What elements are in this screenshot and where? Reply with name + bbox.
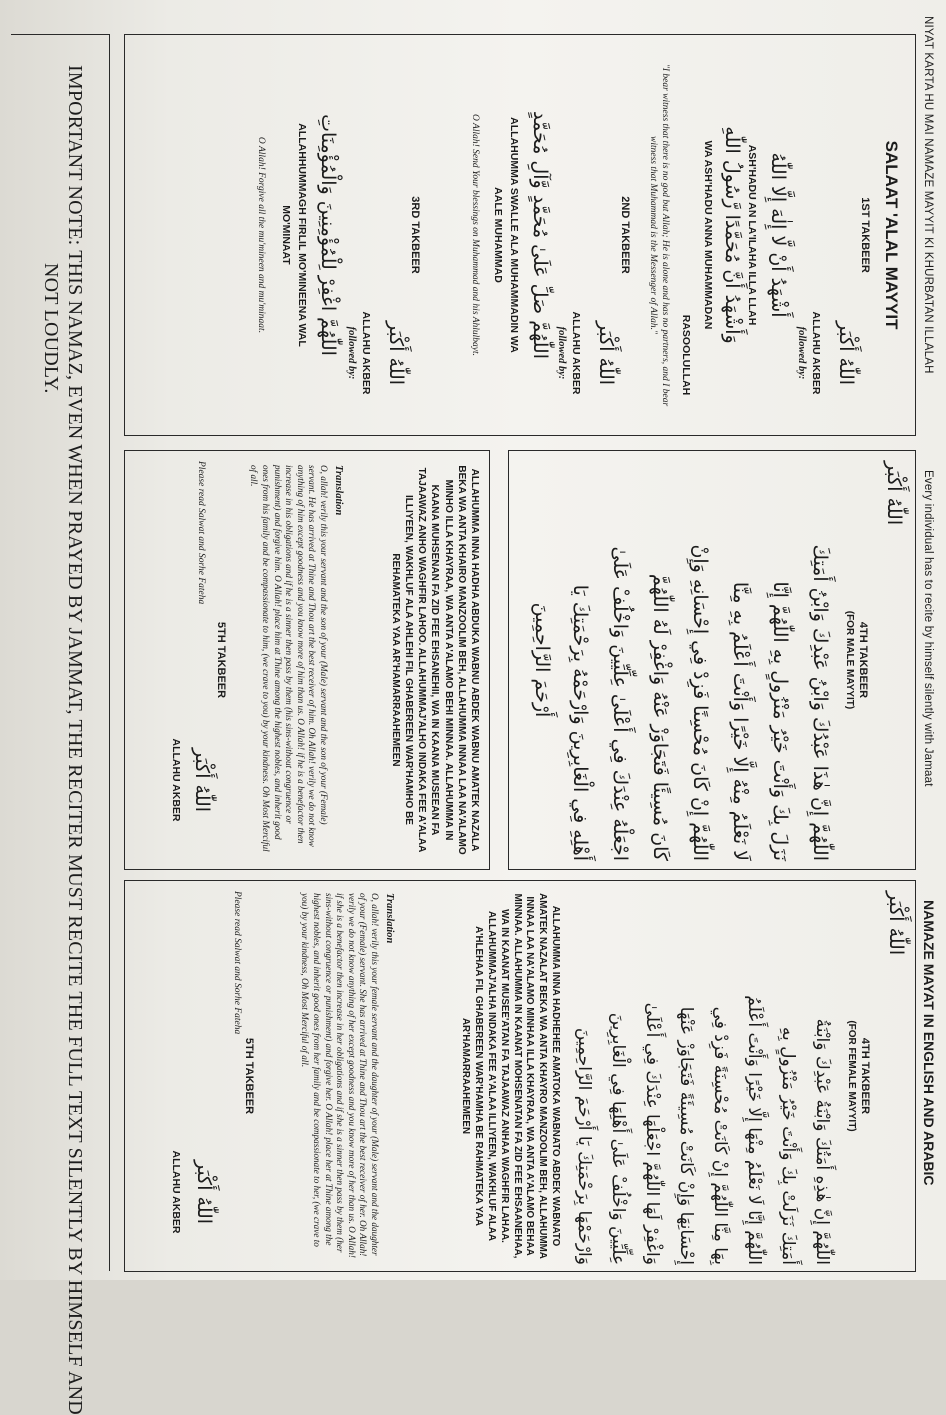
female-arabic-line-5: إِحْسَانِهَا وَإِنْ كَانَتْ مُسِيئَةً فَتَجَاوَزْ عَنْهَا <box>676 1006 696 1265</box>
male-arabic-line-1: اللّٰهُمَّ إِنَّ هٰذَا عَبْدُكَ وَابْنُ عَبْدِكَ وَابْنُ أَمَتِكَ <box>809 544 831 861</box>
important-note-line-1: IMPORTANT NOTE: THIS NAMAZ, EVEN WHEN PRAYED BY JAMMAT, THE RECITER MUST RECITE THE FULL TEXT SILENTLY BY HIMSELF AND <box>64 65 86 1415</box>
dua3-translation: O Allah! Forgive all the mu'mineen and mu'minaat. <box>256 136 266 334</box>
female-arabic-line-1: اللّٰهُمَّ إِنَّ هٰذِهِ أَمَتُكَ وَابْنَةُ عَبْدِكَ وَابْنَةُ <box>812 1018 832 1265</box>
female-arabic-line-8: وَارْحَمْهَا بِرَحْمَتِكَ يَا أَرْحَمَ الرَّاحِمِينَ <box>574 1027 594 1265</box>
female-translation: O, allah! verily this your female servant and the daughter of your (Male) servant and the daughter of your (Female) servant. She has arrived at Thine and Thou art the best receiver of her. Oh Allah! verily we do not know anything of her except goodness and you know more of her than us. O Allah! if she is a benefactor then increase in her obligations and if she is a sinner then pass by them (her sins-without congruence or punishment) and forgive her. O Allah! place her at Thine among the highest nobles, and inherit good ones from her family and be compassionate to her, (we crave to you) by your kindness, Oh Most Merciful of all. <box>300 893 380 1258</box>
female-translation-heading: Translation <box>384 893 395 944</box>
female-takbeer-5-roman: ALLAHU AKBER <box>170 1150 182 1234</box>
female-arabic-line-6: وَاغْفِرْ لَهَا اللّٰهُمَّ اجْعَلْهَا عِنْدَكَ فِي أَعْلَىٰ <box>642 1002 662 1265</box>
male-arabic-line-6: اجْعَلْهُ عِنْدَكَ فِي أَعْلَىٰ عِلِّيِّينَ وَاخْلُفْ عَلَىٰ <box>609 546 631 861</box>
female-takbeer-arabic: اللّٰهُ أَكْبَر <box>885 891 907 956</box>
shahada-roman-2: WA ASH'HADU ANNA MUHAMMADAN <box>702 140 714 330</box>
salawat-roman-1: ALLAHUMMA SWALLE ALA MUHAMMADIN WA <box>508 117 520 353</box>
takbeer-3-arabic: اللّٰهُ أَكْبَر <box>385 320 407 386</box>
dua3-roman-2: MO'MINAAT <box>280 205 292 265</box>
panel-salaat-alal-mayyit <box>124 34 916 436</box>
panel-female <box>124 880 916 1272</box>
takbeer-3-roman: ALLAHU AKBER <box>360 311 372 395</box>
male-arabic-line-4: اللّٰهُمَّ إِنْ كَانَ مُحْسِنًا فَزِدْ فِي إِحْسَانِهِ وَإِنْ <box>689 544 711 861</box>
takbeer-1-roman: ALLAHU AKBER <box>810 311 822 395</box>
male-arabic-line-2: نَزَلَ بِكَ وَأَنْتَ خَيْرُ مَنْزُولٍ بِهِ اللّٰهُمَّ إِنَّا <box>769 581 791 861</box>
male-please-read: Please read Salwat and Sorhe Fateha <box>196 461 206 605</box>
takbeer-2-arabic: اللّٰهُ أَكْبَر <box>595 320 617 386</box>
shahada-roman-3: RASOOLULLAH <box>680 314 692 396</box>
female-roman-text: ALLAHUMMA INNA HADHEHEE AMATOKA WABNATO ABDEK WABNATO AMATEK NAZALAT BEKA WA ANTA KHAYRO MANZOOLIM BEH, ALLAHUMMA INNAA LAA NA'ALAMO MINHAA ILLA KHAYRAA, WA ANTA A'ALAMO BEHAA MINNAA. ALLAHUMMA IN KAANAT MOHSENATAN FA ZID FEE EHSAANEHAA, WA IN KAANAT MUSEE'ATAN FA TAJAAWAZ ANHAA WAGHFIR LAHAA. ALLAHUMMAJ'ALHA INDAKA FEE A'ALAA ILLIYEEN, WAKHLUF ALAA A'HLEHAA FIL GHABEREEN WAR'HAMHA BE RAHMATEKA YAA AR'HAMARRAAHEMEEN <box>460 893 561 1259</box>
salawat-translation: O Allah! Send Your blessings on Muhammad and his Ahlulbayt. <box>470 113 480 357</box>
female-takbeer-4-label: 4TH TAKBEER <box>859 1037 871 1115</box>
male-arabic-line-3: لَا نَعْلَمُ مِنْهُ إِلَّا خَيْرًا وَأَنْتَ أَعْلَمُ بِهِ مِنَّا <box>729 581 751 861</box>
important-note-line-2: NOT LOUDLY. <box>40 263 62 394</box>
followed-by-1: followed by: <box>796 326 807 380</box>
male-arabic-line-5: كَانَ مُسِيئًا فَتَجَاوَزْ عَنْهُ وَاغْفِرْ لَهُ اللّٰهُمَّ <box>649 573 671 861</box>
male-roman-text: ALLAHUMMA INNA HADHA ABDUKA WABNU ABDEK WABNU AMATEK NAZALA BEKA WA ANTA KHAIRO MANZOOLIM BEH, ALLAHUMMA INNAA LAA NA'ALAMO MINHO ILLA KHAYRAA, WA ANTA A'ALAMO BEHI MINNAA. ALLAHUMMA IN KAANA MUHSENAN FA ZID FEE EHSANEHII, WA IN KAANA MUSEEAN FA TAJAAWAZ ANHO WAGHFIR LAHOO. ALLAHUMMAJ'ALHO INDAKA FEE A'ALAA ILLIYEEN, WAKHLUF ALA AHLEHI FIL GHABEREEN WAR'HAMHO BE REHAMATEKA YAA AR'HAMARRAAHEMEEN <box>389 465 480 855</box>
male-takbeer-5-label: 5TH TAKBEER <box>215 621 227 699</box>
dua3-roman-1: ALLAHHUMMAGH FIRLIL MO'MINEENA WAL <box>296 123 308 347</box>
dua3-arabic: اللّٰهُمَّ اغْفِرْ لِلْمُؤْمِنِينَ وَالْمُؤْمِنَاتِ <box>317 114 339 356</box>
takbeer-2-roman: ALLAHU AKBER <box>570 311 582 395</box>
male-arabic-line-7: أَهْلِهِ فِي الْغَابِرِينَ وَارْحَمْهُ بِرَحْمَتِكَ يَا <box>569 584 591 861</box>
shahada-arabic-1: أَشْهَدُ أَنْ لَّا إِلٰهَ إِلَّا اللّٰهُ <box>767 152 789 318</box>
male-subtitle: (FOR MALE MAYYIT) <box>844 610 855 710</box>
female-takbeer-5-arabic: اللّٰهُ أَكْبَر <box>193 1159 215 1225</box>
salawat-roman-2: AALE MUHAMMAD <box>492 187 504 283</box>
female-arabic-line-4: بِهَا مِنَّا اللّٰهُمَّ إِنْ كَانَتْ مُحْسِنَةً فَزِدْ فِي <box>710 1006 730 1265</box>
male-takbeer-5-roman: ALLAHU AKBER <box>170 738 182 822</box>
male-takbeer-5-arabic: اللّٰهُ أَكْبَر <box>191 747 213 813</box>
header-main-title: NAMAZE MAYAT IN ENGLISH AND ARABIC <box>921 900 937 1186</box>
female-please-read: Please read Salwat and Sorhe Fateha <box>232 891 242 1035</box>
takbeer-1-label: 1ST TAKBEER <box>859 197 871 273</box>
salawat-arabic: اللّٰهُمَّ صَلِّ عَلَىٰ مُحَمَّدٍ وَّآلِ مُحَمَّدٍ <box>529 110 551 359</box>
shahada-translation: "I bear witness that there is no god but Allah; He is alone and has no partners, and I bear witness that Muhammad is the Messenger of Allah." <box>648 63 670 407</box>
header-niyat: NIYAT KARTA HU MAI NAMAZE MAYYIT KI KHURBATAN ILLALAH <box>922 16 934 374</box>
female-subtitle: (FOR FEMALE MAYYIT) <box>846 1020 857 1132</box>
male-takbeer-arabic: اللّٰهُ أَكْبَر <box>883 461 905 526</box>
takbeer-3-label: 3RD TAKBEER <box>409 196 421 274</box>
panel-male-arabic <box>508 450 916 870</box>
takbeer-1-arabic: اللّٰهُ أَكْبَر <box>835 320 857 386</box>
panel1-title: SALAAT 'ALAL MAYYIT <box>882 140 901 330</box>
female-arabic-line-3: اللّٰهُمَّ إِنَّا لَا نَعْلَمُ مِنْهَا إِلَّا خَيْرًا وَأَنْتَ أَعْلَمُ <box>744 995 764 1265</box>
followed-by-3: followed by: <box>346 326 357 380</box>
takbeer-2-label: 2ND TAKBEER <box>619 196 631 274</box>
header-instruction: Every individual has to recite by himself silently with Jamaat <box>922 470 934 787</box>
male-arabic-line-8: أَرْحَمَ الرَّاحِمِينَ <box>531 602 553 718</box>
male-translation-heading: Translation <box>333 465 344 516</box>
female-arabic-line-2: أَمَتِكَ نَزَلَتْ بِكَ وَأَنْتَ خَيْرُ مَنْزُولٍ بِهِ <box>778 1026 798 1265</box>
male-takbeer-4-label: 4TH TAKBEER <box>857 621 869 699</box>
female-takbeer-5-label: 5TH TAKBEER <box>243 1037 255 1115</box>
shahada-arabic-2: وَأَشْهَدُ أَنَّ مُحَمَّدًا رَّسُولُ اللّٰهِ <box>721 126 743 344</box>
male-translation: O, allah! verily this your servant and the son of your (Male) servant and the son of your (Female) servant. He has arrived at Thine and Thou art the best receiver of him. Oh Allah! verily we do not know anything of him except goodness and you know more of him than us. O Allah! if he is a benefactor then increase in his obligations and if he is a sinner then pass by them (his sins-without congruence or punishment) and forgive him. O Allah! place him at Thine among the highest nobles, and inherit good ones from his family and be compassionate to him, (we crave to you) by your kindness. Oh Most Merciful of all. <box>249 465 329 852</box>
shahada-roman-1: ASH'HADU AN LA'ILAHA ILLA LLAH <box>746 144 758 326</box>
panel-male-roman <box>124 450 490 870</box>
female-arabic-line-7: عِلِّيِّينَ وَاخْلُفْ عَلَىٰ أَهْلِهَا فِي الْغَابِرِينَ <box>608 1012 628 1265</box>
footer-note-box <box>11 34 110 1415</box>
followed-by-2: followed by: <box>556 326 567 380</box>
